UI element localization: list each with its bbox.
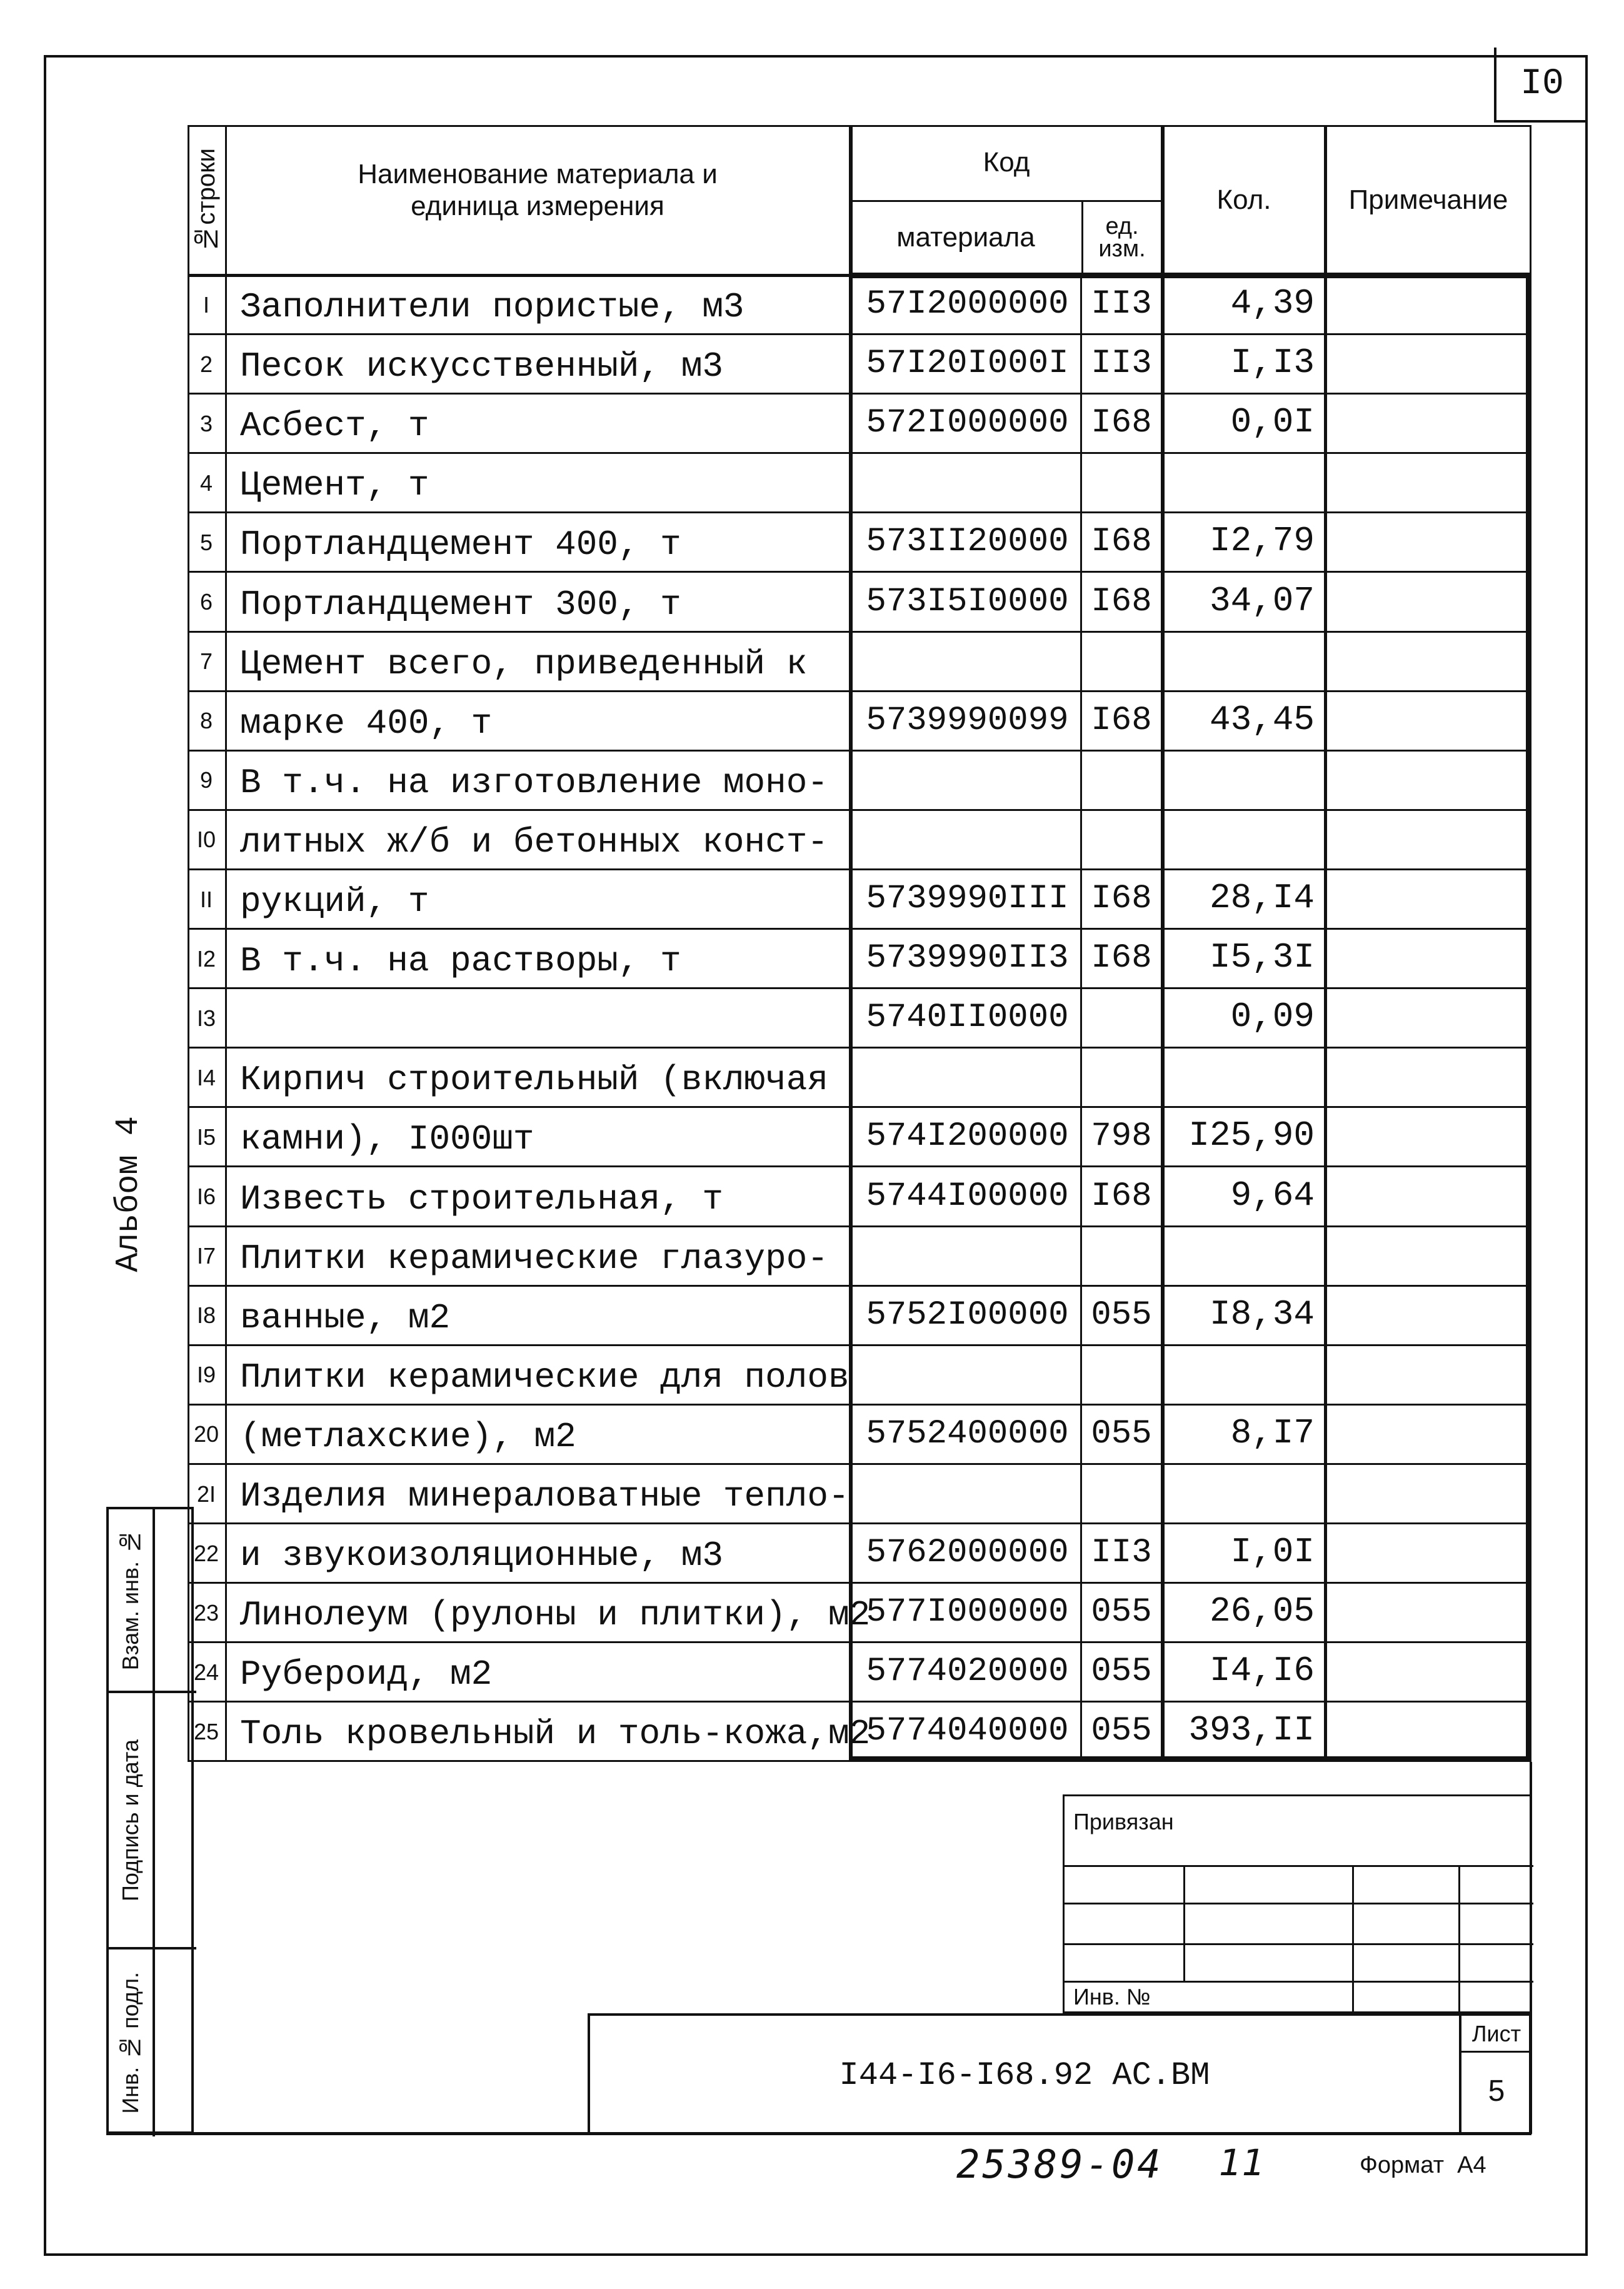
- table-row: [188, 692, 1531, 751]
- quantity: 393,II: [1188, 1710, 1315, 1751]
- materials-table: [188, 125, 1531, 1762]
- unit-code: 798: [1091, 1117, 1152, 1156]
- material-code: [856, 632, 1078, 692]
- row-number: 5: [199, 529, 213, 555]
- material-name: Цемент всего, приведенный к: [240, 643, 808, 684]
- table-row: [188, 989, 1531, 1048]
- header-unit: ед. изм.: [1098, 213, 1146, 262]
- footer-format: Формат А4: [1360, 2152, 1486, 2178]
- quantity: 8,I7: [1230, 1412, 1315, 1453]
- privyazan-label: Привязан: [1073, 1809, 1174, 1834]
- side-cell-vzam: [109, 1509, 153, 1691]
- note: [1327, 1643, 1527, 1702]
- table-row: [188, 1702, 1531, 1761]
- material-code: 577I000000: [866, 1593, 1069, 1632]
- privyazan-line-1: [1065, 1865, 1533, 1867]
- row-number: 2: [199, 351, 213, 377]
- material-name: рукций, т: [240, 882, 429, 922]
- vzam-label: Взам. инв. №: [118, 1529, 143, 1671]
- material-code: 5762000000: [866, 1534, 1069, 1572]
- note: [1327, 275, 1527, 335]
- quantity: [1165, 1048, 1315, 1107]
- unit-code: [1082, 989, 1161, 1048]
- material-code: 5739990099: [866, 701, 1069, 740]
- note: [1327, 1524, 1527, 1583]
- album-label: [100, 1075, 156, 1313]
- privyazan-col-2: [1352, 1865, 1354, 2015]
- table-row: [188, 573, 1531, 632]
- quantity: I,I3: [1230, 343, 1315, 383]
- unit-code: [1082, 1346, 1161, 1405]
- row-number: 4: [199, 470, 213, 496]
- unit-code: II3: [1091, 1534, 1152, 1572]
- row-number: 24: [193, 1659, 219, 1685]
- table-row: [188, 632, 1531, 692]
- row-number: 23: [193, 1599, 219, 1626]
- table-row: [188, 1346, 1531, 1405]
- material-code: 5744I00000: [866, 1177, 1069, 1215]
- row-number: II: [199, 886, 213, 912]
- material-name: литных ж/б и бетонных конст-: [240, 822, 828, 862]
- row-number: I0: [196, 827, 216, 853]
- table-row: [188, 1167, 1531, 1227]
- note: [1327, 989, 1527, 1048]
- material-name: (метлахские), м2: [240, 1416, 576, 1457]
- table-row: [188, 751, 1531, 810]
- table-row: [188, 1643, 1531, 1702]
- unit-code: I68: [1091, 1177, 1152, 1215]
- unit-code: [1082, 1464, 1161, 1524]
- quantity: 4,39: [1230, 283, 1315, 324]
- unit-code: 055: [1091, 1653, 1152, 1691]
- sheet-number: I0: [1494, 48, 1588, 123]
- note: [1327, 810, 1527, 870]
- quantity: [1165, 810, 1315, 870]
- header-row-no: [188, 125, 225, 275]
- quantity: I8,34: [1209, 1294, 1315, 1334]
- note: [1327, 1167, 1527, 1227]
- material-name: марке 400, т: [240, 703, 493, 743]
- material-code: 573II20000: [866, 523, 1069, 561]
- material-name: Цемент, т: [240, 465, 429, 506]
- side-cell-podpis: [109, 1693, 153, 1947]
- list-line: [1459, 2051, 1531, 2053]
- material-name: и звукоизоляционные, м3: [240, 1536, 723, 1576]
- header-material: материала: [896, 221, 1035, 253]
- row-number: I5: [196, 1124, 216, 1150]
- privyazan-line-2: [1065, 1903, 1533, 1904]
- material-name: Портландцемент 400, т: [240, 525, 681, 565]
- material-code: 572I000000: [866, 404, 1069, 443]
- table-row: [188, 453, 1531, 513]
- privyazan-col-1: [1183, 1865, 1185, 1981]
- material-code: 5774020000: [866, 1653, 1069, 1691]
- material-name: В т.ч. на изготовление моно-: [240, 762, 828, 803]
- material-code: [856, 810, 1078, 870]
- unit-code: II3: [1091, 285, 1152, 324]
- unit-code: I68: [1091, 939, 1152, 978]
- table-row: [188, 1286, 1531, 1346]
- podpis-label: Подпись и дата: [118, 1739, 143, 1901]
- material-code: [856, 1227, 1078, 1286]
- row-number: 2I: [196, 1481, 216, 1507]
- privyazan-block: [1063, 1794, 1531, 2013]
- table-row: [188, 870, 1531, 929]
- header-note: Примечание: [1348, 184, 1508, 215]
- note: [1327, 632, 1527, 692]
- material-code: 574I200000: [866, 1117, 1069, 1156]
- footer-sub: 11: [1219, 2141, 1265, 2184]
- material-code: 57I20I000I: [866, 345, 1069, 383]
- table-row: [188, 1464, 1531, 1524]
- material-code: 573I5I0000: [866, 582, 1069, 621]
- quantity: 43,45: [1209, 699, 1315, 740]
- material-name: Плитки керамические глазуро-: [240, 1238, 828, 1279]
- quantity: 0,0I: [1230, 402, 1315, 443]
- table-row: [188, 1227, 1531, 1286]
- material-name: В т.ч. на растворы, т: [240, 941, 681, 982]
- quantity: [1165, 632, 1315, 692]
- unit-code: [1082, 810, 1161, 870]
- quantity: 0,09: [1230, 997, 1315, 1037]
- material-code: 5740II0000: [866, 999, 1069, 1037]
- material-name: Заполнители пористые, м3: [240, 287, 744, 328]
- note: [1327, 1702, 1527, 1761]
- material-name: Известь строительная, т: [240, 1179, 723, 1219]
- privyazan-line-4: [1065, 1981, 1533, 1983]
- note: [1327, 573, 1527, 632]
- material-name: Песок искусственный, м3: [240, 346, 723, 387]
- unit-code: I68: [1091, 582, 1152, 621]
- unit-code: II3: [1091, 345, 1152, 383]
- material-code: [856, 1464, 1078, 1524]
- row-number: I2: [196, 945, 216, 972]
- note: [1327, 1048, 1527, 1107]
- row-number: 6: [199, 589, 213, 615]
- note: [1327, 870, 1527, 929]
- material-name: [240, 989, 846, 1048]
- privyazan-line-3: [1065, 1943, 1533, 1945]
- row-number: I4: [196, 1064, 216, 1090]
- row-number: I9: [196, 1362, 216, 1388]
- unit-code: [1082, 751, 1161, 810]
- material-name: Кирпич строительный (включая: [240, 1060, 828, 1100]
- header-name: Наименование материала и единица измерения: [358, 159, 718, 221]
- quantity: [1165, 1227, 1315, 1286]
- side-stamp-divider: [153, 1509, 155, 2136]
- table-row: [188, 513, 1531, 572]
- material-name: Изделия минераловатные тепло-: [240, 1476, 850, 1517]
- unit-code: I68: [1091, 523, 1152, 561]
- quantity: 28,I4: [1209, 878, 1315, 918]
- row-number: 9: [199, 767, 213, 793]
- table-row: [188, 394, 1531, 453]
- footer-number: 25389-04: [956, 2141, 1163, 2187]
- note: [1327, 1405, 1527, 1464]
- note: [1327, 1346, 1527, 1405]
- quantity: I25,90: [1188, 1115, 1315, 1156]
- quantity: I4,I6: [1209, 1651, 1315, 1691]
- privyazan-col-3: [1458, 1865, 1460, 2015]
- note: [1327, 394, 1527, 453]
- quantity: [1165, 1464, 1315, 1524]
- side-stamp: [106, 1507, 194, 2134]
- quantity: 9,64: [1230, 1175, 1315, 1215]
- quantity: [1165, 751, 1315, 810]
- material-code: 5752I00000: [866, 1295, 1069, 1334]
- unit-code: 055: [1091, 1712, 1152, 1751]
- note: [1327, 453, 1527, 513]
- note: [1327, 751, 1527, 810]
- table-row: [188, 810, 1531, 870]
- row-number: 3: [199, 410, 213, 436]
- table-row: [188, 929, 1531, 989]
- material-code: 5739990II3: [866, 939, 1069, 978]
- note: [1327, 1464, 1527, 1524]
- row-number: 7: [199, 648, 213, 675]
- unit-code: [1082, 453, 1161, 513]
- note: [1327, 335, 1527, 394]
- material-name: Портландцемент 300, т: [240, 584, 681, 625]
- table-row: [188, 1583, 1531, 1643]
- material-code: [856, 751, 1078, 810]
- quantity: 26,05: [1209, 1591, 1315, 1632]
- unit-code: I68: [1091, 701, 1152, 740]
- note: [1327, 1227, 1527, 1286]
- side-cell-inv: [109, 1949, 153, 2136]
- unit-code: 055: [1091, 1295, 1152, 1334]
- unit-code: [1082, 1227, 1161, 1286]
- row-number: I8: [196, 1302, 216, 1329]
- table-row: [188, 275, 1531, 335]
- row-number: I: [203, 291, 209, 318]
- table-row: [188, 1048, 1531, 1107]
- unit-code: I68: [1091, 404, 1152, 443]
- note: [1327, 1107, 1527, 1167]
- material-name: Асбест, т: [240, 406, 429, 446]
- album-text: Альбом 4: [109, 1116, 147, 1272]
- header-row-no-label: №строки: [192, 148, 220, 253]
- table-row: [188, 1405, 1531, 1464]
- note: [1327, 929, 1527, 989]
- unit-code: [1082, 1048, 1161, 1107]
- note: [1327, 1583, 1527, 1643]
- list-number: 5: [1488, 2074, 1505, 2108]
- header-code: Код: [983, 146, 1030, 178]
- stamp-area-left-line: [191, 1762, 194, 2134]
- header-code-divider: [850, 200, 1163, 202]
- row-number: I6: [196, 1184, 216, 1210]
- note: [1327, 513, 1527, 572]
- row-number: 20: [193, 1421, 219, 1447]
- table-row: [188, 1524, 1531, 1583]
- quantity: I,0I: [1230, 1532, 1315, 1572]
- material-code: 57I2000000: [866, 285, 1069, 324]
- inv-label: Инв. № подл.: [118, 1972, 143, 2114]
- material-name: Линолеум (рулоны и плитки), м2: [240, 1595, 871, 1636]
- document-code: I44-I6-I68.92 AC.BM: [839, 2056, 1210, 2094]
- note: [1327, 692, 1527, 751]
- note: [1327, 1286, 1527, 1346]
- material-code: [856, 453, 1078, 513]
- unit-code: 055: [1091, 1593, 1152, 1632]
- material-name: Рубероид, м2: [240, 1654, 493, 1695]
- row-number: 22: [193, 1540, 219, 1566]
- table-row: [188, 1107, 1531, 1167]
- material-code: 5752400000: [866, 1414, 1069, 1453]
- row-number: 25: [193, 1718, 219, 1744]
- material-name: камни), I000шт: [240, 1119, 534, 1160]
- material-name: ванные, м2: [240, 1297, 451, 1338]
- unit-code: [1082, 632, 1161, 692]
- quantity: I2,79: [1209, 521, 1315, 561]
- material-name: Толь кровельный и толь-кожа,м2: [240, 1714, 871, 1754]
- title-block: [588, 2013, 1531, 2134]
- material-code: 5739990III: [866, 880, 1069, 918]
- inv-no-label: Инв. №: [1073, 1984, 1151, 2010]
- row-divider: [188, 1760, 1531, 1762]
- unit-code: I68: [1091, 880, 1152, 918]
- quantity: 34,07: [1209, 580, 1315, 621]
- quantity: I5,3I: [1209, 937, 1315, 978]
- row-number: I3: [196, 1005, 216, 1031]
- material-code: 5774040000: [866, 1712, 1069, 1751]
- material-name: Плитки керамические для полов: [240, 1357, 850, 1397]
- row-number: I7: [196, 1243, 216, 1269]
- row-number: 8: [199, 708, 213, 734]
- quantity: [1165, 453, 1315, 513]
- quantity: [1165, 1346, 1315, 1405]
- table-row: [188, 335, 1531, 394]
- material-code: [856, 1346, 1078, 1405]
- header-qty: Кол.: [1216, 184, 1271, 215]
- unit-code: 055: [1091, 1414, 1152, 1453]
- list-label: Лист: [1471, 2021, 1521, 2046]
- material-code: [856, 1048, 1078, 1107]
- header-unit-divider: [1081, 200, 1083, 275]
